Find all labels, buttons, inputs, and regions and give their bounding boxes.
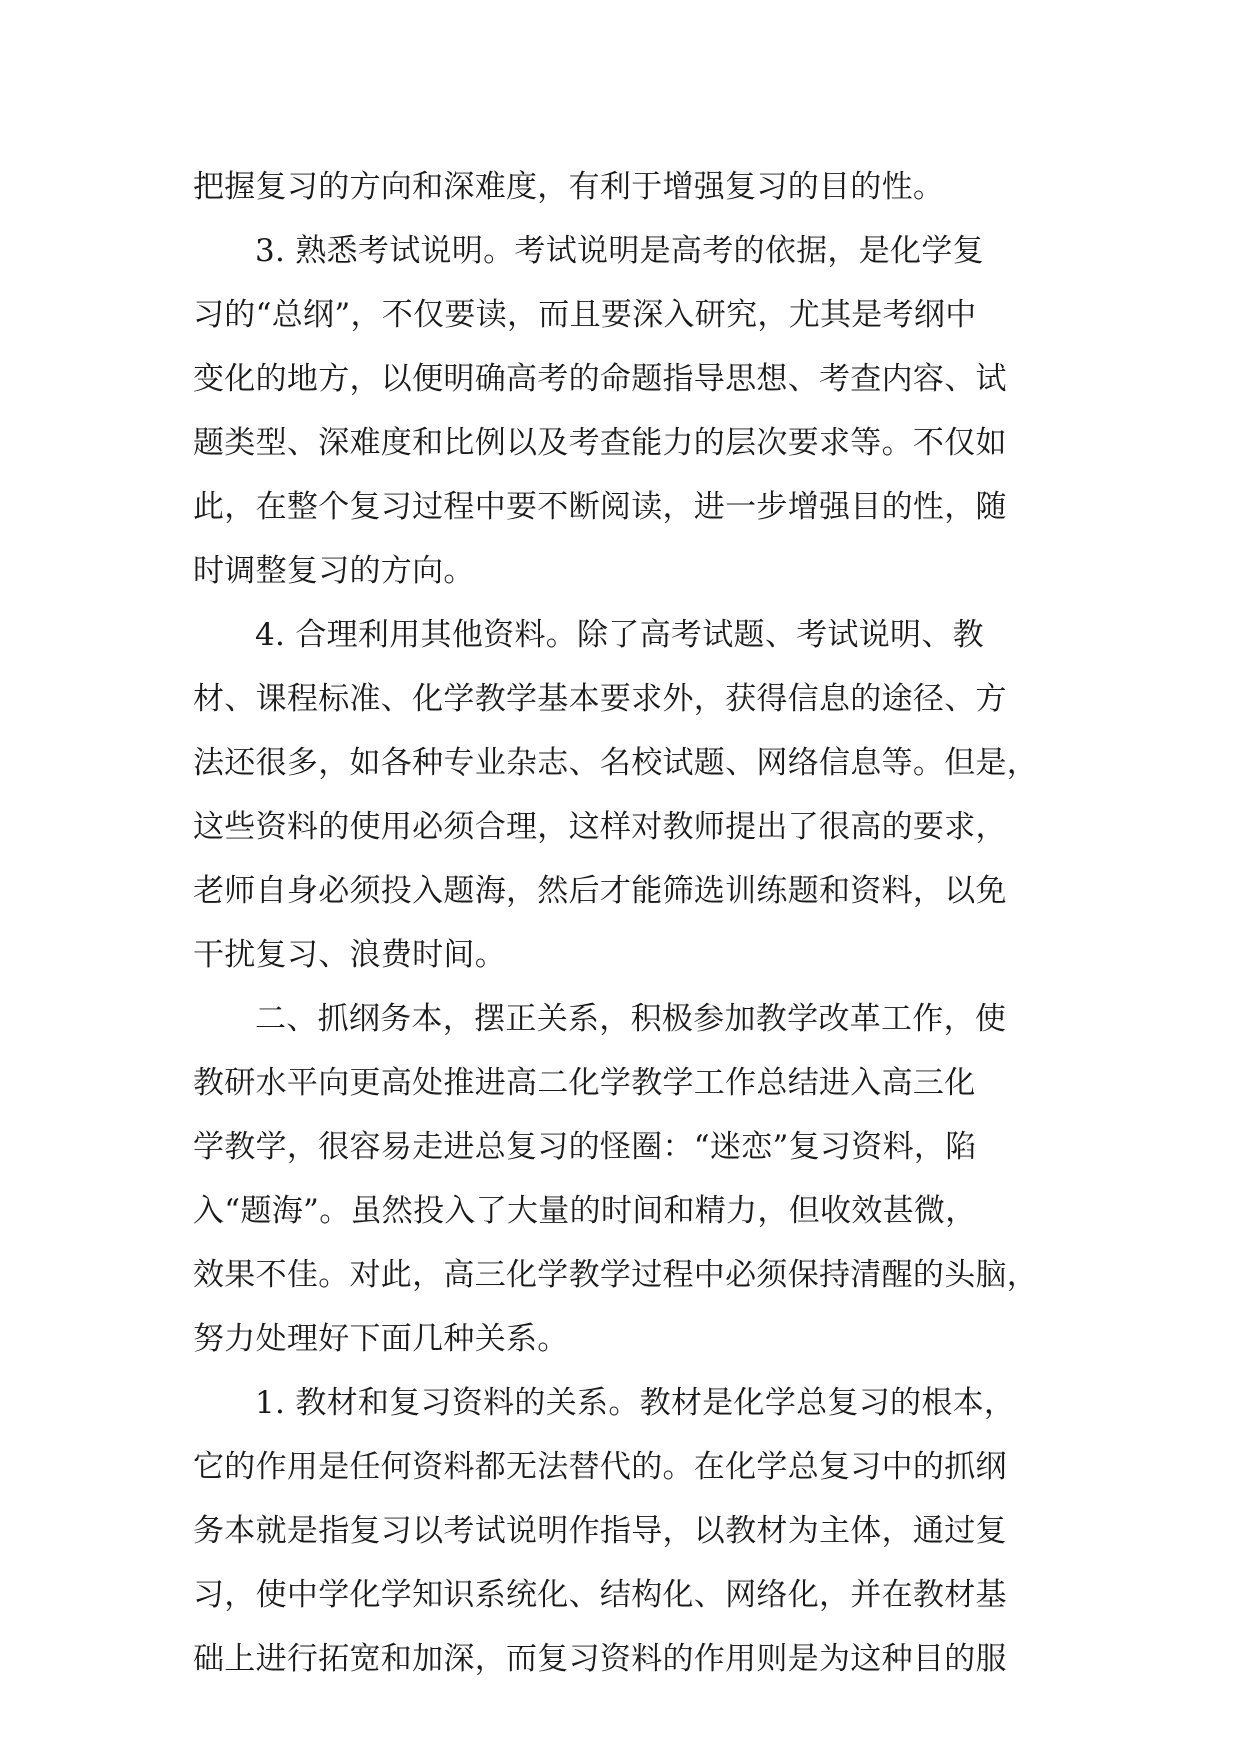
text-line: 干扰复习、浪费时间。 xyxy=(193,937,506,973)
text-line: 习，使中学化学知识系统化、结构化、网络化，并在教材基 xyxy=(193,1577,1007,1613)
text-line: 法还很多，如各种专业杂志、名校试题、网络信息等。但是， xyxy=(193,745,1039,781)
text-line: 1. 教材和复习资料的关系。教材是化学总复习的根本， xyxy=(255,1385,1016,1421)
text-line: 努力处理好下面几种关系。 xyxy=(193,1321,569,1357)
text-line: 材、课程标准、化学教学基本要求外，获得信息的途径、方 xyxy=(193,681,1007,717)
text-line: 务本就是指复习以考试说明作指导，以教材为主体，通过复 xyxy=(193,1513,1007,1549)
text-line: 这些资料的使用必须合理，这样对教师提出了很高的要求， xyxy=(193,809,1007,845)
text-line: 老师自身必须投入题海，然后才能筛选训练题和资料，以免 xyxy=(193,873,1007,909)
text-line: 教研水平向更高处推进高二化学教学工作总结进入高三化 xyxy=(193,1065,976,1101)
text-line: 二、抓纲务本，摆正关系，积极参加教学改革工作，使 xyxy=(255,1001,1007,1037)
body-text xyxy=(193,155,1053,1691)
text-line: 4. 合理利用其他资料。除了高考试题、考试说明、教 xyxy=(255,617,984,653)
text-line: 础上进行拓宽和加深，而复习资料的作用则是为这种目的服 xyxy=(193,1641,1007,1677)
text-line: 此，在整个复习过程中要不断阅读，进一步增强目的性，随 xyxy=(193,489,1007,525)
text-line: 时调整复习的方向。 xyxy=(193,553,475,589)
text-line: 它的作用是任何资料都无法替代的。在化学总复习中的抓纲 xyxy=(193,1449,1007,1485)
text-line: 效果不佳。对此，高三化学教学过程中必须保持清醒的头脑， xyxy=(193,1257,1039,1293)
text-line: 入“题海”。虽然投入了大量的时间和精力，但收效甚微， xyxy=(193,1193,977,1229)
text-line: 习的“总纲”，不仅要读，而且要深入研究，尤其是考纲中 xyxy=(193,297,977,333)
text-line: 变化的地方，以便明确高考的命题指导思想、考查内容、试 xyxy=(193,361,1007,397)
text-line: 把握复习的方向和深难度，有利于增强复习的目的性。 xyxy=(193,169,945,205)
text-line: 题类型、深难度和比例以及考查能力的层次要求等。不仅如 xyxy=(193,425,1007,461)
text-line: 学教学，很容易走进总复习的怪圈：“迷恋”复习资料，陷 xyxy=(193,1129,977,1165)
text-line: 3. 熟悉考试说明。考试说明是高考的依据，是化学复 xyxy=(255,233,984,269)
